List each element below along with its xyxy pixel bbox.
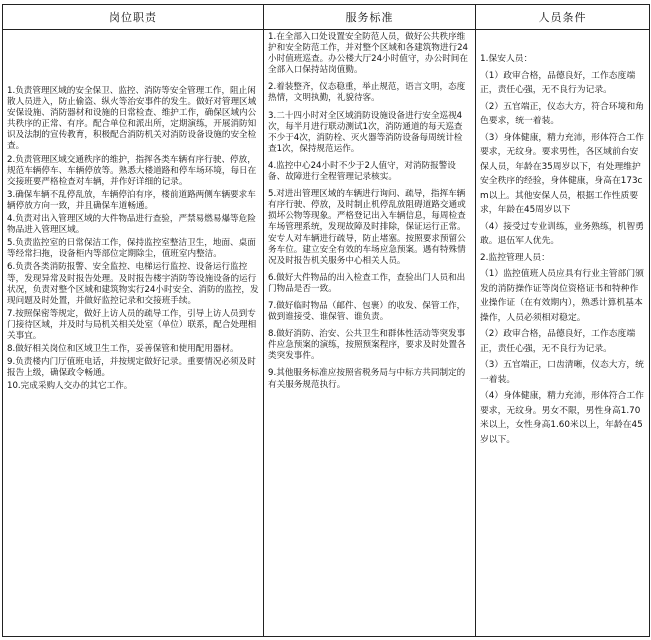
standard-item: 8.做好消防、治安、公共卫生和群体性活动等突发事件应急预案的演练，按照预案程序，要求及时处置各类突发事件。 (268, 329, 466, 362)
duties-cell (3, 30, 264, 637)
standard-item: 1.在全部入口处设置安全防范人员，做好公共秩序维护和安全防范工作，并对整个区域和各建筑物进行24小时值班巡查。办公楼大厅24小时值守，办公时间在全部入口保持站岗值勤。 (268, 32, 468, 76)
requirements-cell (476, 30, 650, 637)
requirement-item: （1）监控值班人员应具有行业主管部门颁发的消防操作证等岗位资格证书和特种作业操作证（在有效期内），熟悉计算机基本操作，人员必须相对稳定。 (480, 269, 644, 323)
standards-cell (264, 30, 476, 637)
duty-item: 6.负责各类消防报警、安全监控、电梯运行监控、设备运行监控等，发现异常及时报告处理。及时报告楼宇消防等设施设备的运行状况，负责对整个区域和建筑物实行24小时安全、消防的监控，发现问题及时处置，并做好监控记录和交接班手续。 (7, 262, 259, 306)
requirement-item: （4）身体健康，精力充沛，形体符合工作要求，无纹身。男女不限，男性身高1.70米以上，女性身高1.60米以上，年龄在45岁以下。 (480, 391, 644, 445)
duty-item: 10.完成采购人交办的其它工作。 (7, 381, 133, 392)
requirement-item: （3）五官端正，口齿清晰，仪态大方，统一着装。 (480, 360, 644, 385)
duty-item: 3.确保车辆不乱停乱放，车辆停泊有序，楼前道路两侧车辆要求车辆停放方向一致，并且确保车道畅通。 (7, 189, 256, 211)
duty-item: 1.负责管理区域的安全保卫、监控、消防等安全管理工作，阻止闲散人员进入，防止偷盗、纵火等治安事件的发生。做好对管理区域安保设施、消防器材和设施的日常检查、维护工作，确保区域内公共秩序的正常、有序。配合单位和派出所，定期演练，开展消防知识及法制的宣传教育，积极配合消防机关对消防设备设施的安全检查。 (7, 86, 257, 152)
header-row (3, 5, 650, 30)
header-duties: 岗位职责 (3, 5, 264, 30)
requirement-item: （3）身体健康，精力充沛，形体符合工作要求，无纹身。要求男性，各区域前台安保人员，年龄在35周岁以下，有处理维护安全秩序的经验，身体健康，身高在173cm以上。其他安保人员，根据工作性质要求，年龄在45周岁以下 (480, 132, 644, 215)
requirement-heading: 2.监控管理人员： (480, 252, 550, 263)
duty-item: 7.按照保密等规定，做好上访人员的疏导工作，引导上访人员到专门接待区域，并及时与局机关相关处室（单位）联系，配合处理相关事宜。 (7, 308, 257, 341)
standard-item: 7.做好临时物品（邮件、包裹）的收发、保管工作，做到谁接受、谁保管、谁负责。 (268, 300, 466, 323)
standard-item: 5.对进出管理区域的车辆进行询问、疏导，指挥车辆有序行驶、停放，及时制止机停乱放阻碍道路交通或损坏公物等现象。严格登记出入车辆信息，每周检查车场管理系统，发现故障及时排除，保证运行正常。安专人对车辆进行疏导，防止堵塞。按照要求预留公务车位。建立安全有效的车场应急预案。遇有特殊情况及时报告机关服务中心相关人员。 (268, 189, 466, 266)
standard-item: 3.二十四小时对全区域消防设施设备进行安全巡视4次，每半月进行联动测试1次，消防通道的每天巡查不少于4次，消防栓、灭火器等消防设备每周统计检查1次，保持规范运作。 (268, 110, 463, 154)
requirement-item: （4）接受过专业训练，业务熟练，机智勇敢。退伍军人优先。 (480, 221, 644, 246)
duty-item: 5.负责监控室的日常保洁工作，保持监控室整洁卫生，地面、桌面等经常扫拖，设备柜内等部位定期除尘，值班室内整洁。 (7, 238, 256, 260)
header-standards: 服务标准 (264, 5, 476, 30)
duty-item: 8.做好相关岗位和区域卫生工作，妥善保管和使用配用器材。 (7, 344, 239, 355)
duty-item: 2.负责管理区域交通秩序的维护，指挥各类车辆有序行驶、停放，规范车辆停车、车辆停放等。熟悉大楼道路和停车场环境，每日在交接班要严格检查对车辆，并作好详细的记录。 (7, 154, 257, 187)
content-row (3, 30, 650, 637)
requirement-item: （2）政审合格，品德良好，工作态度端正，责任心强，无不良行为记录。 (480, 329, 636, 354)
standard-item: 6.做好大件物品的出入检查工作，查验出门人员和出门物品是否一致。 (268, 272, 466, 294)
service-requirements-table (2, 4, 650, 637)
standard-item: 4.监控中心24小时不少于2人值守，对消防报警设备、故障进行全程管理记录核实。 (268, 160, 456, 183)
header-requirements: 人员条件 (476, 5, 650, 30)
duty-item: 4.负责对出入管理区域的大件物品进行查验，严禁易燃易爆等危险物品进入管理区域。 (7, 214, 256, 236)
duty-item: 9.负责楼内门厅值班电话，并按规定做好记录。重要情况必须及时报告上级，确保政令畅通。 (7, 357, 256, 379)
requirement-heading: 1.保安人员： (480, 54, 533, 64)
requirement-item: （2）五官端正，仪态大方，符合环境和角色要求，统一着装。 (480, 101, 644, 126)
standard-item: 9.其他服务标准应按照省税务局与中标方共同制定的有关服务规范执行。 (268, 368, 466, 390)
requirement-item: （1）政审合格，品德良好，工作态度端正，责任心强，无不良行为记录。 (480, 70, 636, 95)
standard-item: 2.着装整齐，仪态稳重，举止规范，语言文明，态度热情，文明执勤，礼貌待客。 (268, 82, 466, 104)
